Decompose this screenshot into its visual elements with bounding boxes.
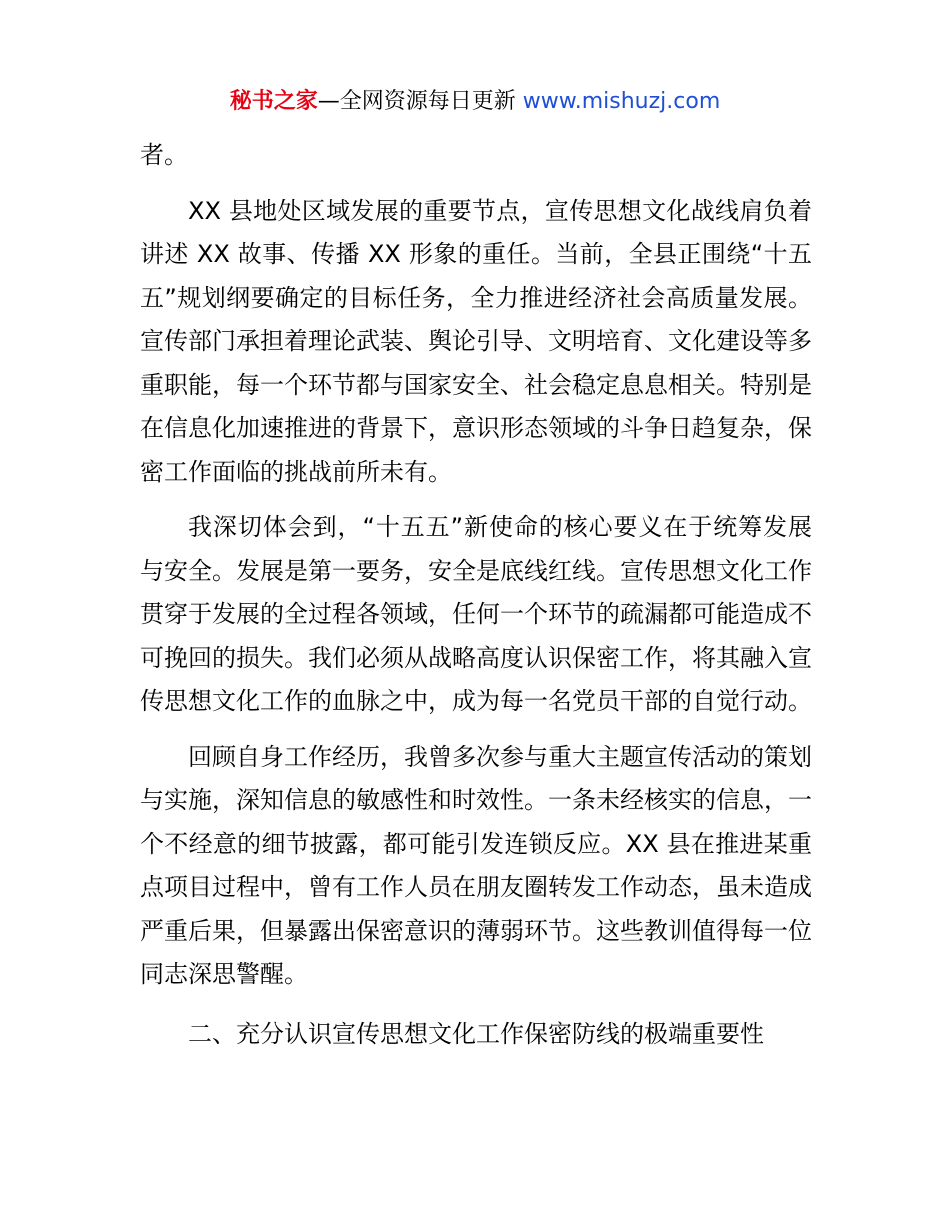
paragraph-county-context: XX 县地处区域发展的重要节点，宣传思想文化战线肩负着讲述 XX 故事、传播 XX 形象的重任。当前，全县正围绕“十五五”规划纲要确定的目标任务，全力推进经济社会高质量发展。宣传部门承担着理论武装、舆论引导、文明培育、文化建设等多重职能，每一个环节都与国家安全、社会稳定息息相关。特别是在信息化加速推进的背景下，意识形态领域的斗争日趋复杂，保密工作面临的挑战前所未有。: [140, 196, 812, 486]
site-url-link[interactable]: www.mishuzj.com: [522, 89, 721, 114]
document-body: [140, 134, 812, 1056]
site-brand: 秘书之家: [229, 89, 318, 114]
site-tagline: —全网资源每日更新: [317, 89, 516, 114]
section-heading: 二、充分认识宣传思想文化工作保密防线的极端重要性: [188, 1019, 764, 1048]
paragraph-continuation: 者。: [140, 141, 188, 169]
paragraph-work-experience: 回顾自身工作经历，我曾多次参与重大主题宣传活动的策划与实施，深知信息的敏感性和时效性。一条未经核实的信息，一个不经意的细节披露，都可能引发连锁反应。XX 县在推进某重点项目过程中，曾有工作人员在朋友圈转发工作动态，虽未造成严重后果，但暴露出保密意识的薄弱环节。这些教训值得每一位同志深思警醒。: [140, 742, 812, 988]
paragraph-development-security: 我深切体会到，“十五五”新使命的核心要义在于统筹发展与安全。发展是第一要务，安全是底线红线。宣传思想文化工作贯穿于发展的全过程各领域，任何一个环节的疏漏都可能造成不可挽回的损失。我们必须从战略高度认识保密工作，将其融入宣传思想文化工作的血脉之中，成为每一名党员干部的自觉行动。: [140, 513, 812, 715]
page-header: [0, 86, 950, 118]
